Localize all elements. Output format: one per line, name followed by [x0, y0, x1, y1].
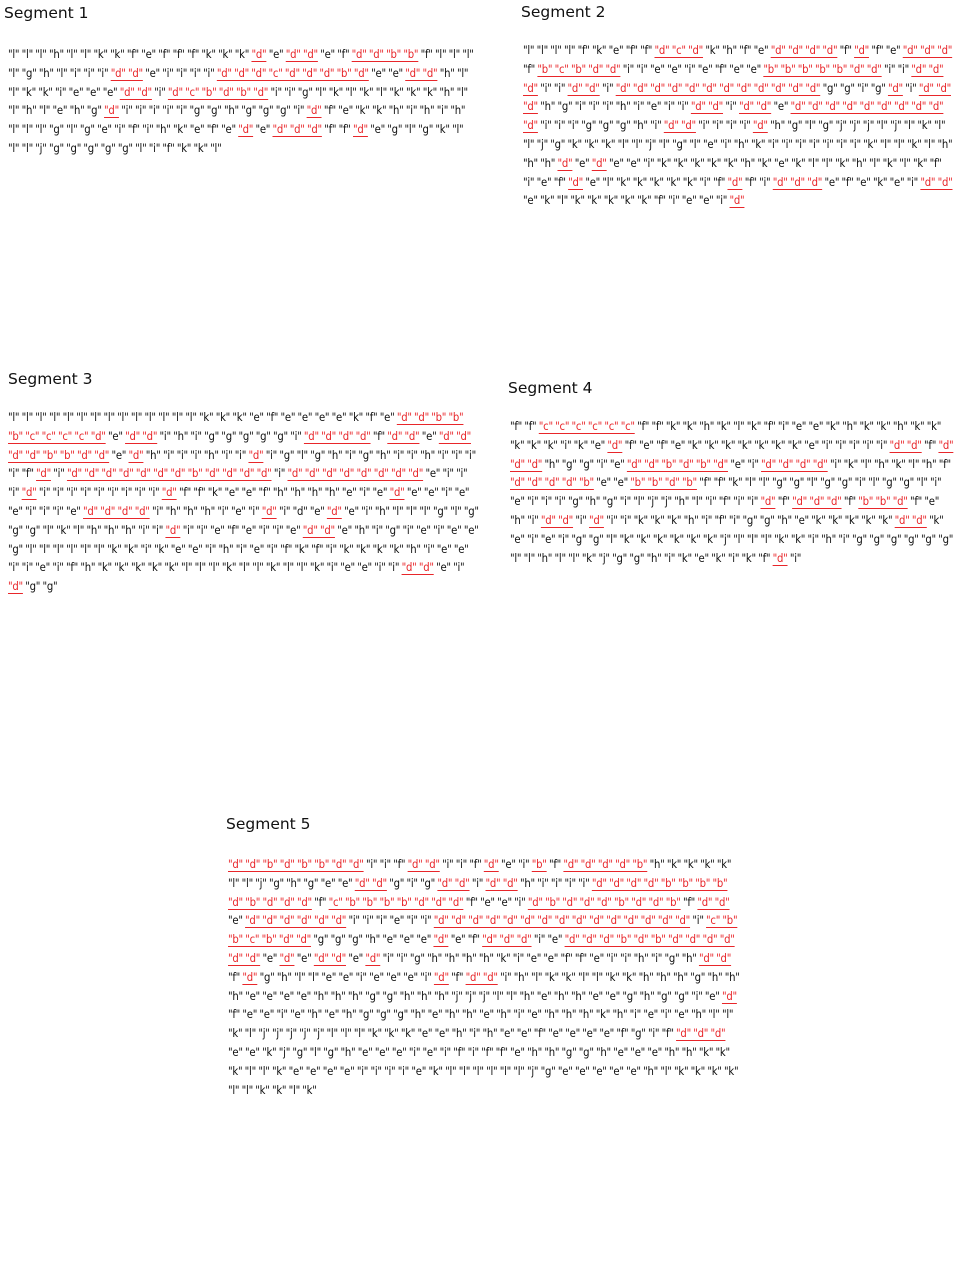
highlighted-run: "d": [36, 467, 51, 481]
highlighted-run: "d": [607, 438, 623, 452]
highlighted-run: "d" "d" "d" "d": [83, 504, 150, 518]
highlighted-run: "d" "d" "d": [792, 495, 842, 509]
highlighted-run: "d" "d": [110, 66, 143, 80]
highlighted-run: "d": [589, 513, 604, 527]
highlighted-run: "b" "c" "b" "d" "d": [537, 62, 621, 76]
highlighted-run: "d": [760, 495, 776, 509]
highlighted-run: "d" "d": [125, 429, 158, 443]
highlighted-run: "d" "d" "b" "d" "b" "d": [626, 457, 728, 471]
highlighted-run: "d" "d" "d": [676, 1027, 726, 1041]
highlighted-run: "d" "d": [663, 119, 696, 133]
highlighted-run: "d" "d" "d": [772, 175, 823, 189]
highlighted-run: "d" "d": [119, 85, 152, 99]
highlighted-run: "b": [531, 858, 547, 871]
highlighted-run: "c" "b" "b" "b" "b" "d" "d" "d": [328, 895, 464, 909]
highlighted-run: "d" "d" "d" "d": [761, 457, 828, 471]
segment-title: Segment 1: [4, 4, 89, 22]
highlighted-run: "d": [353, 123, 368, 137]
highlighted-run: "d" "d": [354, 876, 387, 890]
highlighted-run: "d" "d": [387, 429, 420, 443]
segment-sequence: "l" "l" "l" "l" "f" "k" "e" "f" "f" "d" "c" "d" "k" "h" "f" "e" "d" "d" "d" "d" "f" "d" "f" "e" "d" "d" "d" "f" "b" "c" "b" "d" "d" "i" "i" "e" "e" "i" "e" "f" "e" "e" "b" "b" "b" "b" "b" "d" "d" "i" "i" "d" "d" "d" "i" "i" "d" "d" "i" "d" "d" "d" "d" "d" "d" "d" "d" "d" "d" "d" "d" "g" "g" "i" "g" "d" "i" "d" "d" "d" "h" "g" "i" "i" "i" "h" "i" "e" "i" "i" "d" "d" "i" "d" "d" "e" "d" "d" "d" "d" "d" "d" "d" "d" "d" "d" "i" "i" "i" "g" "g" "g" "h" "i" "d" "d" "i" "i" "i" "i" "d" "h" "g" "l" "g" "j" "j" "j" "l" "j" "l" "k" "l" "l" "j" "g" "k" "k" "k" "l" "l" "j" "l" "g" "l" "e" "i" "h" "k" "i" "i" "i" "i" "i" "i" "i" "k" "l" "l" "k" "l" "h" "h" "h" "d" "e" "d" "e" "e" "i" "k" "k" "k" "k" "k" "h" "k" "e" "k" "l" "l" "k" "h" "l" "k" "l" "k" "f" "i" "e" "f" "d" "e" "l" "k" "k" "k" "k" "k" "i" "f" "d" "f" "i" "d" "d" "d" "e" "f" "e" "k" "e" "i" "d" "d" "e" "k" "l" "k" "k" "k" "k" "k" "f" "i" "e" "e" "i" "d": [523, 44, 953, 208]
highlighted-run: "d" "d" "d" "d" "d" "d": [245, 914, 347, 928]
segment-5: [226, 815, 756, 1100]
highlighted-run: "d": [721, 989, 737, 1003]
highlighted-run: "d": [752, 119, 768, 133]
highlighted-run: "d": [161, 486, 177, 500]
highlighted-run: "d" "d" "d" "d" "b": [510, 476, 594, 490]
highlighted-run: "d" "d" "d" "b" "d" "b" "d" "d" "d" "d" "d" "d": [228, 933, 735, 965]
highlighted-run: "d" "d" "d": [902, 44, 953, 57]
highlighted-run: "d" "d": [405, 66, 438, 80]
highlighted-run: "d" "d": [407, 858, 440, 871]
segment-title: Segment 5: [226, 815, 311, 833]
highlighted-run: "d": [557, 156, 573, 170]
highlighted-run: "d" "d": [437, 876, 470, 890]
highlighted-run: "d": [727, 175, 743, 189]
highlighted-run: "d": [591, 156, 607, 170]
highlighted-run: "d": [433, 970, 449, 984]
segment-sequence: "l" "l" "l" "l" "l" "l" "l" "l" "l" "l" "l" "l" "l" "l" "k" "k" "k" "e" "f" "e" "e" "e" "e" "k" "f" "e" "d" "d" "b" "b" "b" "c" "c" "c" "c" "d" "e" "d" "d" "i" "h" "i" "g" "g" "g" "g" "g" "i" "d" "d" "d" "d" "f" "d" "d" "e" "d" "d" "d" "d" "b" "b" "d" "d" "e" "d" "h" "i" "i" "i" "h" "i" "i" "d" "i" "g" "l" "g" "h" "i" "g" "h" "i" "i" "h" "i" "i" "i" "i" "f" "d" "i" "d" "d" "d" "d" "d" "d" "d" "b" "d" "d" "d" "d" "i" "d" "d" "d" "d" "d" "d" "d" "d" "e" "i" "i" "i" "d" "i" "i" "i" "i" "i" "i" "i" "i" "i" "d" "f" "f" "k" "e" "e" "f" "h" "h" "h" "h" "e" "i" "e" "d" "e" "e" "i" "e" "e" "i" "i" "i" "e" "d" "d" "d" "d" "i" "h" "h" "h" "i" "e" "i" "d" "i" "d" "e" "d" "e" "i" "h" "l" "l" "l" "g" "l" "g" "g" "g" "l" "k" "l" "h" "h" "h" "i" "i" "d" "i" "i" "e" "f" "e" "i" "i" "e" "d" "d" "e" "h" "i" "g" "i" "e" "i" "e" "e" "g" "l" "l" "l" "l" "l" "l" "k" "k" "i" "k" "e" "e" "i" "h" "i" "e" "i" "f" "k" "f" "i" "k" "k" "k" "k" "h" "i" "e" "e" "i" "i" "e" "i" "f" "h" "k" "k" "k" "k" "k" "l" "l" "l" "k" "l" "l" "k" "l" "l" "k" "i" "e" "e" "i" "i" "d" "d" "e" "i" "d" "g" "g": [8, 411, 479, 594]
highlighted-run: "d": [242, 970, 258, 984]
segment-3: [8, 370, 480, 597]
highlighted-run: "d": [433, 933, 449, 947]
highlighted-run: "d" "d" "d" "d" "d" "d" "d" "d" "d" "d": [523, 100, 944, 133]
highlighted-run: "d" "b" "d" "d" "d" "b" "d" "d" "b": [527, 895, 681, 909]
highlighted-run: "d" "d" "b" "d" "b" "b" "d" "d": [228, 858, 364, 871]
highlighted-run: "d" "d": [401, 561, 434, 575]
highlighted-run: "d" "d" "d" "d" "d" "d" "d" "d": [287, 467, 424, 481]
segment-4: [508, 379, 954, 568]
highlighted-run: "d" "d" "d" "d": [770, 44, 838, 57]
highlighted-run: "d": [389, 486, 405, 500]
highlighted-run: "d" "d" "b" "b": [351, 48, 419, 61]
highlighted-run: "d" "d": [302, 523, 335, 537]
highlighted-run: "d": [306, 104, 322, 118]
highlighted-run: "d" "d": [920, 175, 953, 189]
highlighted-run: "d" "d" "d" "d" "d" "d" "d" "d" "d" "d" "d" "d": [615, 81, 821, 95]
highlighted-run: "d" "d" "d": [482, 933, 532, 947]
highlighted-run: "d" "d": [690, 100, 724, 114]
segment-sequence: "l" "l" "l" "h" "l" "l" "k" "k" "f" "e" "f" "f" "f" "k" "k" "k" "d" "e" "d" "d" "e" "f" "d" "d" "b" "b" "f" "l" "l" "l" "l" "g" "h" "l" "i" "i" "i" "d" "d" "e" "i" "i" "i" "i" "d" "d" "d" "c" "d" "d" "d" "b" "d" "e" "e" "d" "d" "h" "l" "l" "k" "k" "i" "e" "e" "e" "d" "d" "i" "d" "c" "b" "d" "b" "d" "i" "i" "g" "l" "k" "l" "k" "l" "k" "k" "k" "h" "l" "l" "h" "l" "e" "h" "g" "d" "i" "i" "i" "i" "i" "g" "g" "h" "g" "g" "g" "i" "d" "f" "e" "k" "k" "h" "i" "h" "i" "h" "l" "l" "l" "g" "l" "g" "e" "i" "f" "i" "h" "k" "e" "f" "e" "d" "e" "d" "d" "d" "f" "f" "d" "e" "g" "l" "g" "k" "l" "l" "l" "j" "g" "g" "g" "g" "g" "l" "i" "f" "k" "k" "l": [8, 48, 474, 155]
highlighted-run: "d": [251, 48, 267, 61]
highlighted-run: "d" "d" "b" "b" "b" "c" "c" "c" "c" "d": [8, 411, 464, 443]
highlighted-run: "d": [854, 44, 869, 57]
highlighted-run: "c" "b" "b" "c" "b" "d" "d": [228, 914, 738, 947]
highlighted-run: "c" "c" "c" "c" "c" "c": [538, 420, 635, 433]
highlighted-run: "d" "d": [739, 100, 772, 114]
segment-title: Segment 3: [8, 370, 93, 388]
highlighted-run: "b" "b" "d" "b": [630, 476, 697, 490]
highlighted-run: "d": [8, 580, 23, 594]
highlighted-run: "d" "d" "d": [510, 438, 954, 471]
highlighted-run: "d": [365, 951, 381, 965]
highlighted-run: "d" "d" "d" "d" "d" "d" "d" "b" "d" "d" "d" "d": [66, 467, 272, 481]
highlighted-run: "d": [128, 448, 144, 462]
highlighted-run: "d" "d" "d" "d" "b" "b" "b" "b" "d" "b" "d" "d" "d": [228, 876, 728, 909]
highlighted-run: "d" "d": [894, 513, 927, 527]
highlighted-run: "d" "d": [540, 513, 574, 527]
segment-title: Segment 2: [521, 3, 606, 21]
segment-2: [521, 3, 953, 211]
highlighted-run: "d": [729, 194, 745, 208]
highlighted-run: "d" "d" "d": [272, 123, 322, 137]
highlighted-run: "d" "d" "d" "d" "d" "d" "d" "d" "d" "d" "d" "d" "d" "d" "d": [433, 914, 691, 928]
highlighted-run: "d": [887, 81, 903, 95]
highlighted-run: "d": [21, 486, 37, 500]
highlighted-run: "d" "d": [313, 951, 346, 965]
segment-1: [4, 4, 474, 159]
highlighted-run: "d" "d": [285, 48, 318, 61]
highlighted-run: "d": [279, 951, 295, 965]
highlighted-run: "d": [261, 504, 277, 518]
segment-title: Segment 4: [508, 379, 593, 397]
segment-sequence: "d" "d" "b" "d" "b" "b" "d" "d" "i" "i" "f" "d" "d" "i" "i" "f" "d" "e" "i" "b" "f" "d" "d" "d" "d" "b" "h" "k" "k" "k" "k" "l" "l" "j" "g" "h" "g" "e" "e" "d" "d" "g" "i" "g" "d" "d" "i" "d" "d" "h" "i" "i" "i" "i" "d" "d" "d" "d" "b" "b" "b" "b" "d" "b" "d" "d" "d" "f" "c" "b" "b" "b" "b" "d" "d" "d" "f" "e" "e" "i" "d" "b" "d" "d" "d" "b" "d" "d" "b" "f" "d" "d" "e" "d" "d" "d" "d" "d" "d" "i" "i" "i" "e" "i" "i" "d" "d" "d" "d" "d" "d" "d" "d" "d" "d" "d" "d" "d" "d" "d" "i" "c" "b" "b" "c" "b" "d" "d" "g" "g" "g" "h" "e" "e" "e" "d" "e" "f" "d" "d" "d" "i" "e" "d" "d" "d" "b" "d" "b" "d" "d" "d" "d" "d" "d" "e" "d" "e" "d" "d" "e" "d" "i" "i" "g" "h" "h" "h" "h" "k" "i" "e" "e" "f" "f" "e" "i" "i" "h" "i" "g" "h" "d" "d" "f" "d" "g" "h" "l" "l" "e" "e" "i" "e" "e" "e" "i" "d" "f" "d" "d" "i" "h" "l" "k" "k" "l" "l" "k" "k" "h" "h" "h" "g" "h" "h" "h" "e" "e" "e" "e" "h" "h" "h" "g" "g" "h" "h" "h" "j" "j" "j" "l" "l" "h" "e" "h" "h" "e" "e" "g" "h" "g" "g" "i" "e" "d" "f" "e" "e" "i" "e" "h" "e" "h" "g" "g" "g" "h" "e" "h" "h" "e" "h" "i" "e" "h" "h" "h" "k" "h" "i" "e" "i" "e" "h" "l" "l" "k" "l" "j" "j" "j" "j" "j" "l" "l" "l" "k" "k" "k" "e" "e" "h" "i" "h" "e" "e" "f" "e" "e" "e" "e" "f" "g" "i" "f" "d" "d" "d" "e" "e" "k" "j" "g" "l" "g" "h" "e" "e" "e" "i" "e" "i" "f" "i" "f" "f" "e" "h" "h" "g" "g" "h" "e" "e" "e" "h" "h" "k" "k" "k" "l" "l" "k" "e" "e" "e" "e" "i" "i" "i" "i" "e" "k" "l" "l" "l" "l" "l" "l" "j" "g" "e" "e" "e" "e" "e" "h" "l" "k" "k" "k" "k" "l" "l" "k" "k" "l" "k": [228, 858, 740, 1097]
highlighted-run: "d": [165, 523, 181, 537]
highlighted-run: "d" "d" "d": [523, 62, 944, 95]
highlighted-run: "d" "d": [698, 951, 732, 965]
highlighted-run: "d" "d" "d" "d": [303, 429, 371, 443]
highlighted-run: "d" "d" "d": [523, 81, 951, 114]
highlighted-run: "d" "d": [485, 876, 518, 890]
highlighted-run: "b" "b" "d": [858, 495, 908, 509]
highlighted-run: "d": [326, 504, 342, 518]
highlighted-run: "d" "d" "d" "d" "b": [563, 858, 648, 871]
highlighted-run: "d" "d" "d" "c" "d" "d" "d" "b" "d": [216, 66, 369, 80]
highlighted-run: "d" "c" "b" "d" "b" "d": [167, 85, 269, 99]
highlighted-run: "d" "d": [697, 895, 730, 909]
highlighted-run: "b" "b" "b" "b" "b" "d" "d": [763, 62, 882, 76]
highlighted-run: "d": [238, 123, 254, 137]
highlighted-run: "d": [104, 104, 119, 118]
highlighted-run: "d" "c" "d": [654, 44, 704, 57]
highlighted-run: "d" "d" "d" "d" "b" "b" "d" "d": [8, 429, 471, 462]
highlighted-run: "d": [483, 858, 499, 871]
highlighted-run: "d": [248, 448, 264, 462]
highlighted-run: "d": [568, 175, 583, 189]
highlighted-run: "d": [772, 551, 788, 565]
highlighted-run: "d" "d": [465, 970, 498, 984]
highlighted-run: "d" "d": [889, 438, 922, 452]
segment-sequence: "f" "f" "c" "c" "c" "c" "c" "c" "f" "f" "k" "k" "h" "k" "l" "k" "f" "i" "e" "e" "k" "h" "k" "k" "h" "k" "k" "k" "k" "k" "i" "k" "e" "d" "f" "e" "f" "e" "k" "k" "k" "k" "k" "k" "k" "e" "i" "i" "i" "i" "i" "d" "d" "f" "d" "d" "d" "h" "g" "g" "i" "e" "d" "d" "b" "d" "b" "d" "e" "i" "d" "d" "d" "d" "i" "k" "l" "h" "k" "l" "h" "f" "d" "d" "d" "d" "b" "e" "e" "b" "b" "d" "b" "f" "f" "k" "l" "l" "g" "g" "l" "g" "g" "i" "l" "g" "g" "l" "i" "e" "i" "i" "i" "g" "h" "g" "i" "l" "j" "j" "h" "l" "i" "f" "i" "i" "d" "f" "d" "d" "d" "f" "b" "b" "d" "f" "e" "h" "i" "d" "d" "i" "d" "i" "i" "k" "k" "k" "h" "i" "f" "i" "g" "g" "h" "e" "k" "k" "k" "k" "k" "d" "d" "k" "e" "i" "e" "i" "g" "g" "l" "k" "k" "k" "k" "k" "k" "j" "l" "l" "l" "k" "k" "i" "h" "i" "g" "g" "g" "g" "g" "g" "l" "l" "h" "l" "l" "k" "j" "g" "g" "h" "i" "k" "e" "k" "i" "k" "f" "d" "i": [510, 420, 954, 565]
highlighted-run: "d" "d": [567, 81, 600, 95]
